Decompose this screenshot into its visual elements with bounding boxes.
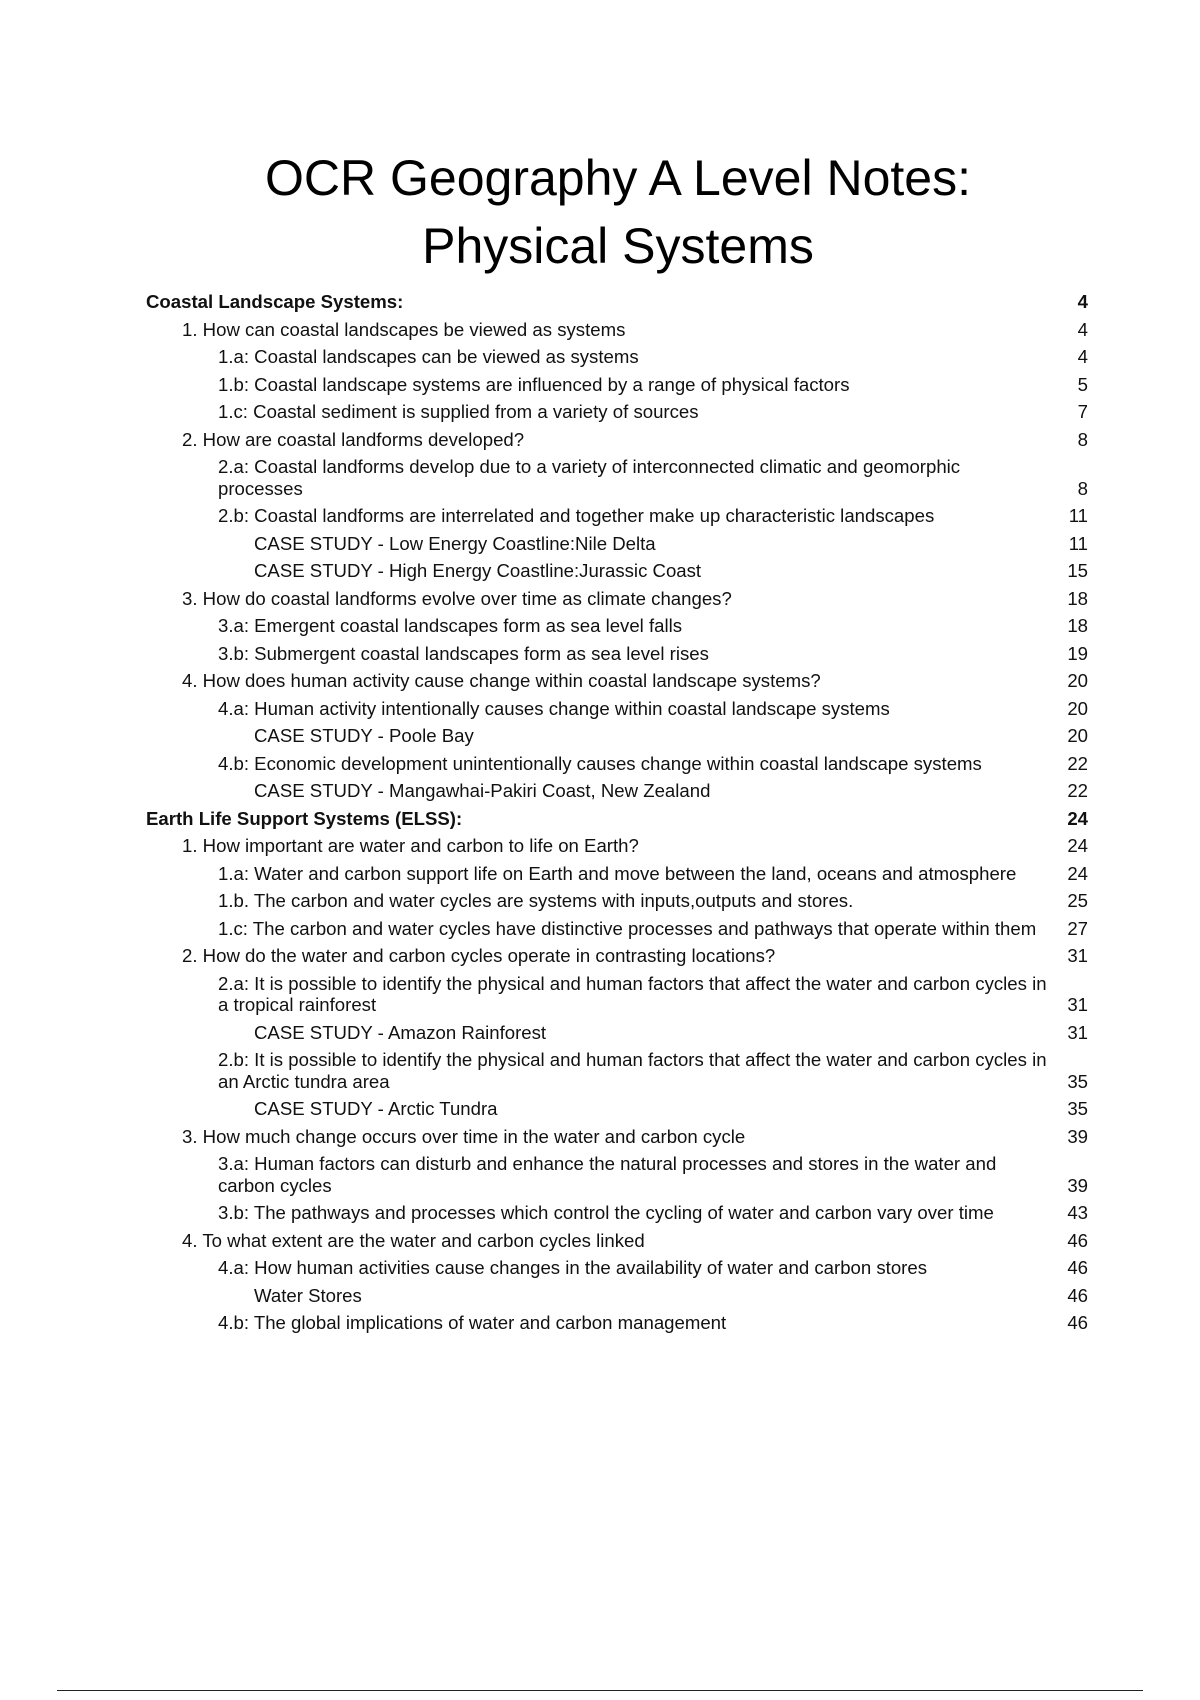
toc-entry-link[interactable] <box>146 832 1088 860</box>
toc-entry-link[interactable] <box>146 970 1088 1019</box>
title-line-1: OCR Geography A Level Notes: <box>265 150 971 206</box>
toc-entry-text: 2.b: It is possible to identify the physical and human factors that affect the water and carbon cycles in an Arctic tundra area <box>218 1049 1047 1092</box>
toc-entry-link[interactable] <box>146 1227 1088 1255</box>
toc-entry-link[interactable] <box>146 612 1088 640</box>
toc-entry-text: 1. How can coastal landscapes be viewed as systems <box>182 318 626 340</box>
toc-page-number: 15 <box>1067 560 1088 581</box>
toc-page-number: 24 <box>1067 835 1088 856</box>
toc-entry-link[interactable] <box>146 860 1088 888</box>
table-of-contents <box>146 288 1088 1337</box>
toc-entry-link[interactable] <box>146 695 1088 723</box>
toc-entry-text: 1.a: Coastal landscapes can be viewed as systems <box>218 346 639 367</box>
toc-page-number: 27 <box>1067 917 1088 939</box>
toc-page-number: 20 <box>1067 697 1088 719</box>
toc-entry-link[interactable] <box>146 1150 1088 1199</box>
toc-entry-text: CASE STUDY - Arctic Tundra <box>254 1098 498 1119</box>
toc-case-study-link[interactable] <box>146 1019 1088 1047</box>
toc-entry-link[interactable] <box>146 887 1088 915</box>
toc-page-number: 4 <box>1077 346 1088 367</box>
toc-entry-text: 4. To what extent are the water and carbon cycles linked <box>182 1229 645 1251</box>
toc-page-number: 43 <box>1067 1202 1088 1223</box>
toc-entry-link[interactable] <box>146 750 1088 778</box>
toc-entry-link[interactable] <box>146 915 1088 943</box>
toc-entry-link[interactable] <box>146 585 1088 613</box>
toc-entry-link[interactable] <box>146 453 1088 502</box>
toc-entry-text: 3.a: Human factors can disturb and enhance the natural processes and stores in the water and carbon cycles <box>218 1153 997 1196</box>
toc-page-number: 24 <box>1067 807 1088 829</box>
toc-page-number: 24 <box>1067 862 1088 884</box>
toc-page-number: 46 <box>1067 1229 1088 1251</box>
toc-entry-link[interactable] <box>146 1123 1088 1151</box>
toc-page-number: 4 <box>1077 318 1088 340</box>
toc-page-number: 35 <box>1067 1098 1088 1119</box>
toc-section-heading[interactable] <box>146 288 1088 316</box>
toc-entry-text: 4.b: Economic development unintentionally causes change within coastal landscape systems <box>218 752 982 774</box>
toc-entry-text: 2.a: It is possible to identify the physical and human factors that affect the water and carbon cycles in a tropical rainforest <box>218 972 1047 1015</box>
toc-entry-text: 1.b: Coastal landscape systems are influenced by a range of physical factors <box>218 373 850 395</box>
toc-entry-text: Earth Life Support Systems (ELSS): <box>146 807 463 829</box>
toc-entry-text: CASE STUDY - Mangawhai-Pakiri Coast, New Zealand <box>254 780 711 801</box>
toc-entry-text: 1.b. The carbon and water cycles are systems with inputs,outputs and stores. <box>218 890 854 911</box>
toc-entry-link[interactable] <box>146 1046 1088 1095</box>
toc-entry-text: Coastal Landscape Systems: <box>146 291 404 312</box>
toc-case-study-link[interactable] <box>146 1282 1088 1310</box>
toc-entry-text: 4. How does human activity cause change within coastal landscape systems? <box>182 670 821 691</box>
toc-page-number: 8 <box>1077 428 1088 450</box>
toc-entry-text: 4.a: How human activities cause changes in the availability of water and carbon stores <box>218 1257 928 1278</box>
page-title <box>0 144 1200 280</box>
toc-case-study-link[interactable] <box>146 1095 1088 1123</box>
footer-divider <box>57 1690 1143 1691</box>
toc-entry-link[interactable] <box>146 371 1088 399</box>
toc-page-number: 22 <box>1067 752 1088 774</box>
toc-entry-link[interactable] <box>146 398 1088 426</box>
toc-entry-link[interactable] <box>146 1254 1088 1282</box>
toc-page-number: 20 <box>1067 670 1088 691</box>
toc-page-number: 31 <box>1067 994 1088 1015</box>
toc-page-number: 46 <box>1067 1257 1088 1278</box>
toc-entry-text: 4.b: The global implications of water and carbon management <box>218 1312 727 1333</box>
toc-entry-text: CASE STUDY - High Energy Coastline:Jurassic Coast <box>254 560 702 581</box>
toc-page-number: 20 <box>1067 725 1088 746</box>
toc-entry-link[interactable] <box>146 316 1088 344</box>
toc-entry-link[interactable] <box>146 640 1088 668</box>
toc-entry-text: 3.a: Emergent coastal landscapes form as sea level falls <box>218 615 683 636</box>
toc-entry-text: 4.a: Human activity intentionally causes change within coastal landscape systems <box>218 697 890 719</box>
toc-entry-text: Water Stores <box>254 1284 362 1306</box>
toc-entry-link[interactable] <box>146 426 1088 454</box>
toc-page-number: 39 <box>1067 1174 1088 1196</box>
toc-page-number: 11 <box>1068 532 1088 554</box>
toc-entry-text: 1. How important are water and carbon to life on Earth? <box>182 835 639 856</box>
toc-page-number: 7 <box>1077 401 1088 422</box>
toc-entry-text: CASE STUDY - Amazon Rainforest <box>254 1021 547 1043</box>
toc-entry-text: 3. How do coastal landforms evolve over time as climate changes? <box>182 587 732 609</box>
toc-entry-text: 2. How are coastal landforms developed? <box>182 428 525 450</box>
title-line-2: Physical Systems <box>422 218 814 274</box>
toc-case-study-link[interactable] <box>146 530 1088 558</box>
toc-page-number: 46 <box>1067 1284 1088 1306</box>
toc-page-number: 11 <box>1068 505 1088 526</box>
toc-entry-link[interactable] <box>146 502 1088 530</box>
toc-page-number: 8 <box>1077 477 1088 499</box>
toc-page-number: 35 <box>1067 1070 1088 1092</box>
toc-entry-text: CASE STUDY - Poole Bay <box>254 725 474 746</box>
toc-page-number: 19 <box>1067 642 1088 664</box>
toc-entry-text: 1.a: Water and carbon support life on Earth and move between the land, oceans and atmosphere <box>218 862 1017 884</box>
toc-entry-text: CASE STUDY - Low Energy Coastline:Nile Delta <box>254 532 656 554</box>
toc-entry-text: 3.b: Submergent coastal landscapes form as sea level rises <box>218 642 709 664</box>
toc-page-number: 46 <box>1067 1312 1088 1333</box>
toc-case-study-link[interactable] <box>146 777 1088 805</box>
toc-entry-link[interactable] <box>146 942 1088 970</box>
toc-page-number: 4 <box>1077 291 1088 312</box>
toc-page-number: 18 <box>1067 587 1088 609</box>
toc-entry-link[interactable] <box>146 1199 1088 1227</box>
toc-entry-link[interactable] <box>146 343 1088 371</box>
toc-page-number: 39 <box>1067 1125 1088 1147</box>
toc-case-study-link[interactable] <box>146 557 1088 585</box>
toc-entry-link[interactable] <box>146 667 1088 695</box>
toc-entry-text: 3. How much change occurs over time in the water and carbon cycle <box>182 1125 746 1147</box>
toc-case-study-link[interactable] <box>146 722 1088 750</box>
toc-entry-link[interactable] <box>146 1309 1088 1337</box>
toc-entry-text: 2.b: Coastal landforms are interrelated and together make up characteristic landscapes <box>218 505 935 526</box>
toc-page-number: 25 <box>1067 890 1088 911</box>
toc-page-number: 5 <box>1077 373 1088 395</box>
toc-page-number: 31 <box>1067 1021 1088 1043</box>
toc-entry-text: 1.c: Coastal sediment is supplied from a variety of sources <box>218 401 699 422</box>
toc-page-number: 22 <box>1067 780 1088 801</box>
toc-entry-text: 1.c: The carbon and water cycles have distinctive processes and pathways that operate within them <box>218 917 1037 939</box>
toc-entry-text: 2. How do the water and carbon cycles operate in contrasting locations? <box>182 945 776 966</box>
toc-page-number: 31 <box>1067 945 1088 966</box>
toc-page-number: 18 <box>1067 615 1088 636</box>
toc-entry-text: 2.a: Coastal landforms develop due to a variety of interconnected climatic and geomorphic processes <box>218 456 961 499</box>
toc-section-heading[interactable] <box>146 805 1088 833</box>
toc-entry-text: 3.b: The pathways and processes which control the cycling of water and carbon vary over time <box>218 1202 994 1223</box>
